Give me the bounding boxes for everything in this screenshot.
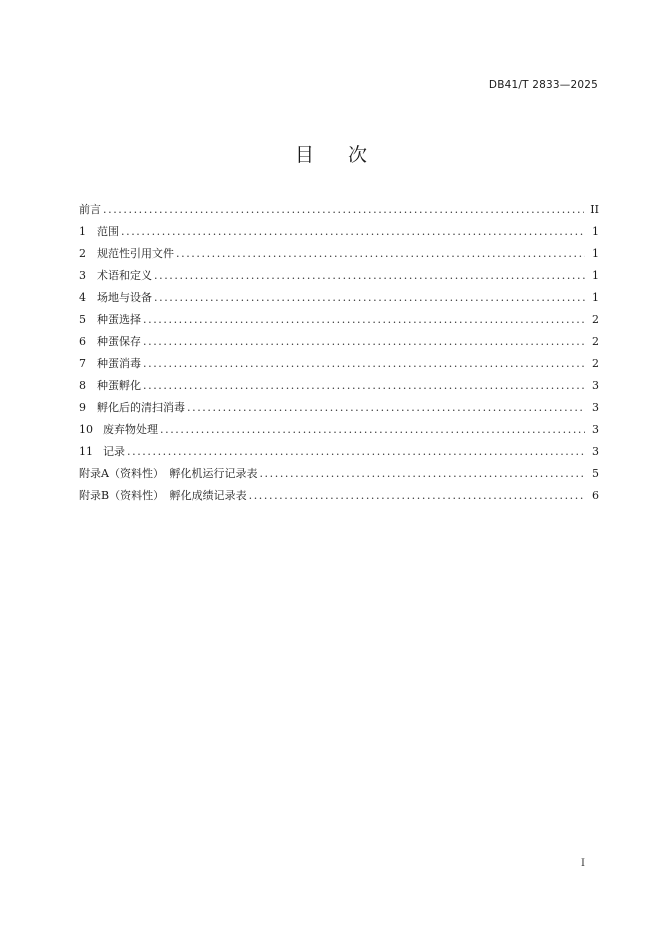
toc-entry-label — [79, 309, 143, 331]
toc-entry-label — [79, 243, 176, 265]
toc-entry-number: 7 — [79, 357, 86, 370]
toc-entry-number: 1 — [79, 225, 86, 238]
toc-entry-label — [79, 419, 160, 441]
toc-title: 目次 — [294, 144, 401, 166]
toc-entry-number: 6 — [79, 335, 86, 348]
toc-entry-1[interactable] — [79, 221, 599, 243]
toc-entry-text: 规范性引用文件 — [97, 247, 174, 260]
toc-entry-page: 3 — [592, 423, 599, 436]
dot-leader — [143, 353, 585, 375]
toc-entry-number: 3 — [79, 269, 86, 282]
dot-leader — [249, 485, 585, 507]
toc-entry-label — [79, 375, 143, 397]
toc-entry-appendix-a[interactable] — [79, 463, 599, 485]
toc-entry-9[interactable] — [79, 397, 599, 419]
toc-entry-page: 5 — [592, 467, 599, 480]
toc-entry-text: 术语和定义 — [97, 269, 152, 282]
document-code: DB41/T 2833—2025 — [488, 79, 598, 91]
toc-entry-number: 10 — [79, 423, 93, 436]
toc-entry-label — [79, 221, 121, 243]
toc-entry-text: 种蛋选择 — [97, 313, 141, 326]
toc-entry-label — [79, 287, 154, 309]
toc-entry-number: 11 — [79, 445, 93, 458]
table-of-contents — [79, 199, 599, 507]
toc-entry-page: II — [590, 203, 599, 216]
dot-leader — [143, 375, 585, 397]
page-number: I — [581, 858, 585, 869]
toc-entry-page: 3 — [592, 445, 599, 458]
toc-entry-6[interactable] — [79, 331, 599, 353]
toc-entry-label — [79, 441, 127, 463]
toc-entry-2[interactable] — [79, 243, 599, 265]
toc-entry-4[interactable] — [79, 287, 599, 309]
dot-leader — [103, 199, 584, 221]
dot-leader — [154, 287, 585, 309]
dot-leader — [160, 419, 585, 441]
toc-entry-text: 种蛋消毒 — [97, 357, 141, 370]
toc-entry-number: 9 — [79, 401, 86, 414]
dot-leader — [143, 309, 585, 331]
toc-entry-page: 3 — [592, 379, 599, 392]
dot-leader — [121, 221, 585, 243]
toc-entry-page: 1 — [592, 225, 599, 238]
toc-entry-5[interactable] — [79, 309, 599, 331]
toc-entry-label: 附录A（资料性） 孵化机运行记录表 — [79, 467, 258, 480]
toc-entry-page: 3 — [592, 401, 599, 414]
toc-entry-page: 6 — [592, 489, 599, 502]
toc-entry-page: 2 — [592, 357, 599, 370]
toc-entry-text: 废弃物处理 — [103, 423, 158, 436]
toc-entry-page: 1 — [592, 291, 599, 304]
toc-entry-number: 2 — [79, 247, 86, 260]
toc-entry-text: 记录 — [103, 445, 125, 458]
toc-entry-label — [79, 331, 143, 353]
toc-entry-foreword[interactable] — [79, 199, 599, 221]
toc-entry-page: 2 — [592, 335, 599, 348]
toc-entry-appendix-b[interactable] — [79, 485, 599, 507]
toc-entry-text: 孵化后的清扫消毒 — [97, 401, 185, 414]
toc-entry-page: 1 — [592, 269, 599, 282]
dot-leader — [143, 331, 585, 353]
toc-entry-label — [79, 353, 143, 375]
toc-entry-3[interactable] — [79, 265, 599, 287]
dot-leader — [187, 397, 585, 419]
dot-leader — [127, 441, 585, 463]
toc-entry-8[interactable] — [79, 375, 599, 397]
toc-entry-number: 8 — [79, 379, 86, 392]
toc-entry-text: 种蛋孵化 — [97, 379, 141, 392]
toc-entry-label: 前言 — [79, 203, 101, 216]
toc-entry-7[interactable] — [79, 353, 599, 375]
toc-entry-text: 范围 — [97, 225, 119, 238]
toc-entry-label — [79, 397, 187, 419]
toc-entry-label: 附录B（资料性） 孵化成绩记录表 — [79, 489, 247, 502]
toc-entry-number: 4 — [79, 291, 86, 304]
toc-entry-label — [79, 265, 154, 287]
toc-entry-text: 种蛋保存 — [97, 335, 141, 348]
toc-entry-page: 1 — [592, 247, 599, 260]
toc-entry-number: 5 — [79, 313, 86, 326]
toc-entry-11[interactable] — [79, 441, 599, 463]
toc-entry-10[interactable] — [79, 419, 599, 441]
toc-entry-page: 2 — [592, 313, 599, 326]
dot-leader — [176, 243, 585, 265]
dot-leader — [154, 265, 585, 287]
toc-entry-text: 场地与设备 — [97, 291, 152, 304]
dot-leader — [259, 463, 585, 485]
